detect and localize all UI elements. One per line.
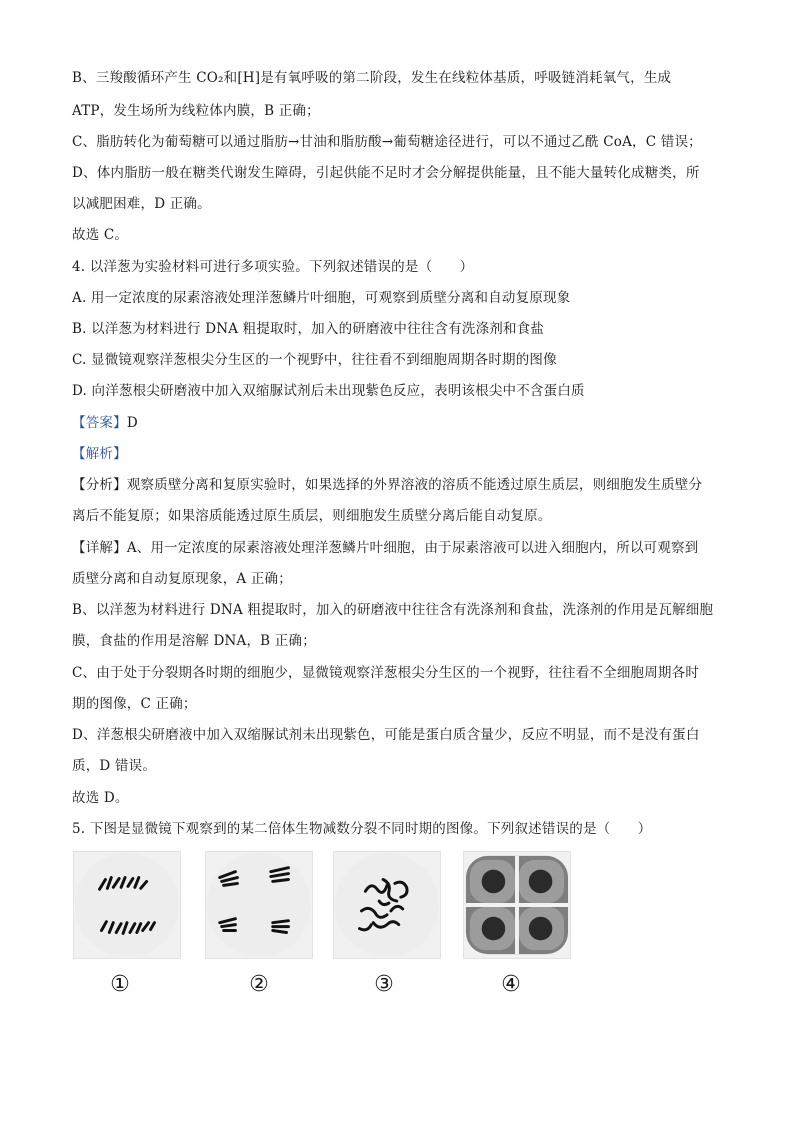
question-title: 5. 下图是显微镜下观察到的某二倍体生物减数分裂不同时期的图像。下列叙述错误的是（ ） [72,821,652,837]
text-line: D、体内脂肪一般在糖类代谢发生障碍，引起供能不足时才会分解提供能量，且不能大量转化成糖类，所 [72,165,700,181]
figure-label-2: ② [249,972,269,997]
fenxi-line [72,473,702,493]
text-line: C、由于处于分裂期各时期的细胞少，显微镜观察洋葱根尖分生区的一个视野，往往看不全细胞周期各时 [72,665,700,681]
option-b: B. 以洋葱为材料进行 DNA 粗提取时，加入的研磨液中往往含有洗涤剂和食盐 [72,321,545,337]
text-line: B、三羧酸循环产生 CO₂和[H]是有氧呼吸的第二阶段，发生在线粒体基质，呼吸链消耗氧气，生成 [72,70,672,86]
xiangjie-line [72,536,698,556]
text-line: 故选 C。 [72,227,129,243]
micrograph-3 [333,851,441,959]
option-d: D. 向洋葱根尖研磨液中加入双缩脲试剂后未出现紫色反应，表明该根尖中不含蛋白质 [72,383,585,399]
analysis-tag: 【解析】 [72,446,127,462]
question-title: 4. 以洋葱为实验材料可进行多项实验。下列叙述错误的是（ ） [72,259,474,275]
text-line: D、洋葱根尖研磨液中加入双缩脲试剂未出现紫色，可能是蛋白质含量少，反应不明显，而不是没有蛋白 [72,727,700,743]
text-line: C、脂肪转化为葡萄糖可以通过脂肪→甘油和脂肪酸→葡萄糖途径进行，可以不通过乙酰 CoA，C 错误； [72,134,702,150]
answer-value: D [126,415,138,431]
option-c: C. 显微镜观察洋葱根尖分生区的一个视野中，往往看不到细胞周期各时期的图像 [72,352,557,368]
figure-label-1: ① [110,972,130,997]
text-line: 以减肥困难，D 正确。 [72,196,211,212]
figure-label-3: ③ [374,972,394,997]
xiangjie-text: A、用一定浓度的尿素溶液处理洋葱鳞片叶细胞，由于尿素溶液可以进入细胞内，所以可观察到 [126,540,699,556]
fenxi-tag: 【分析】 [72,477,127,493]
text-line: 期的图像，C 正确； [72,696,197,712]
figure-label-4: ④ [501,972,521,997]
answer-tag: 【答案】 [72,415,127,431]
text-line: B、以洋葱为材料进行 DNA 粗提取时，加入的研磨液中往往含有洗涤剂和食盐，洗涤剂的作用是瓦解细胞 [72,602,714,618]
text-line: 质壁分离和自动复原现象，A 正确； [72,571,292,587]
option-a: A. 用一定浓度的尿素溶液处理洋葱鳞片叶细胞，可观察到质壁分离和自动复原现象 [72,290,571,306]
fenxi-cont: 离后不能复原；如果溶质能透过原生质层，则细胞发生质壁分离后能自动复原。 [72,508,552,524]
micrograph-1 [73,851,181,959]
analysis-line [72,442,127,462]
text-line: 膜，食盐的作用是溶解 DNA，B 正确； [72,633,316,649]
micrograph-4 [463,851,571,959]
text-line: 质，D 错误。 [72,758,157,774]
answer-line [72,411,138,431]
micrograph-2 [205,851,313,959]
fenxi-text: 观察质壁分离和复原实验时，如果选择的外界溶液的溶质不能透过原生质层，则细胞发生质壁分 [126,477,703,493]
text-line: ATP，发生场所为线粒体内膜，B 正确； [72,103,320,119]
text-line: 故选 D。 [72,790,129,806]
xiangjie-tag: 【详解】 [72,540,127,556]
